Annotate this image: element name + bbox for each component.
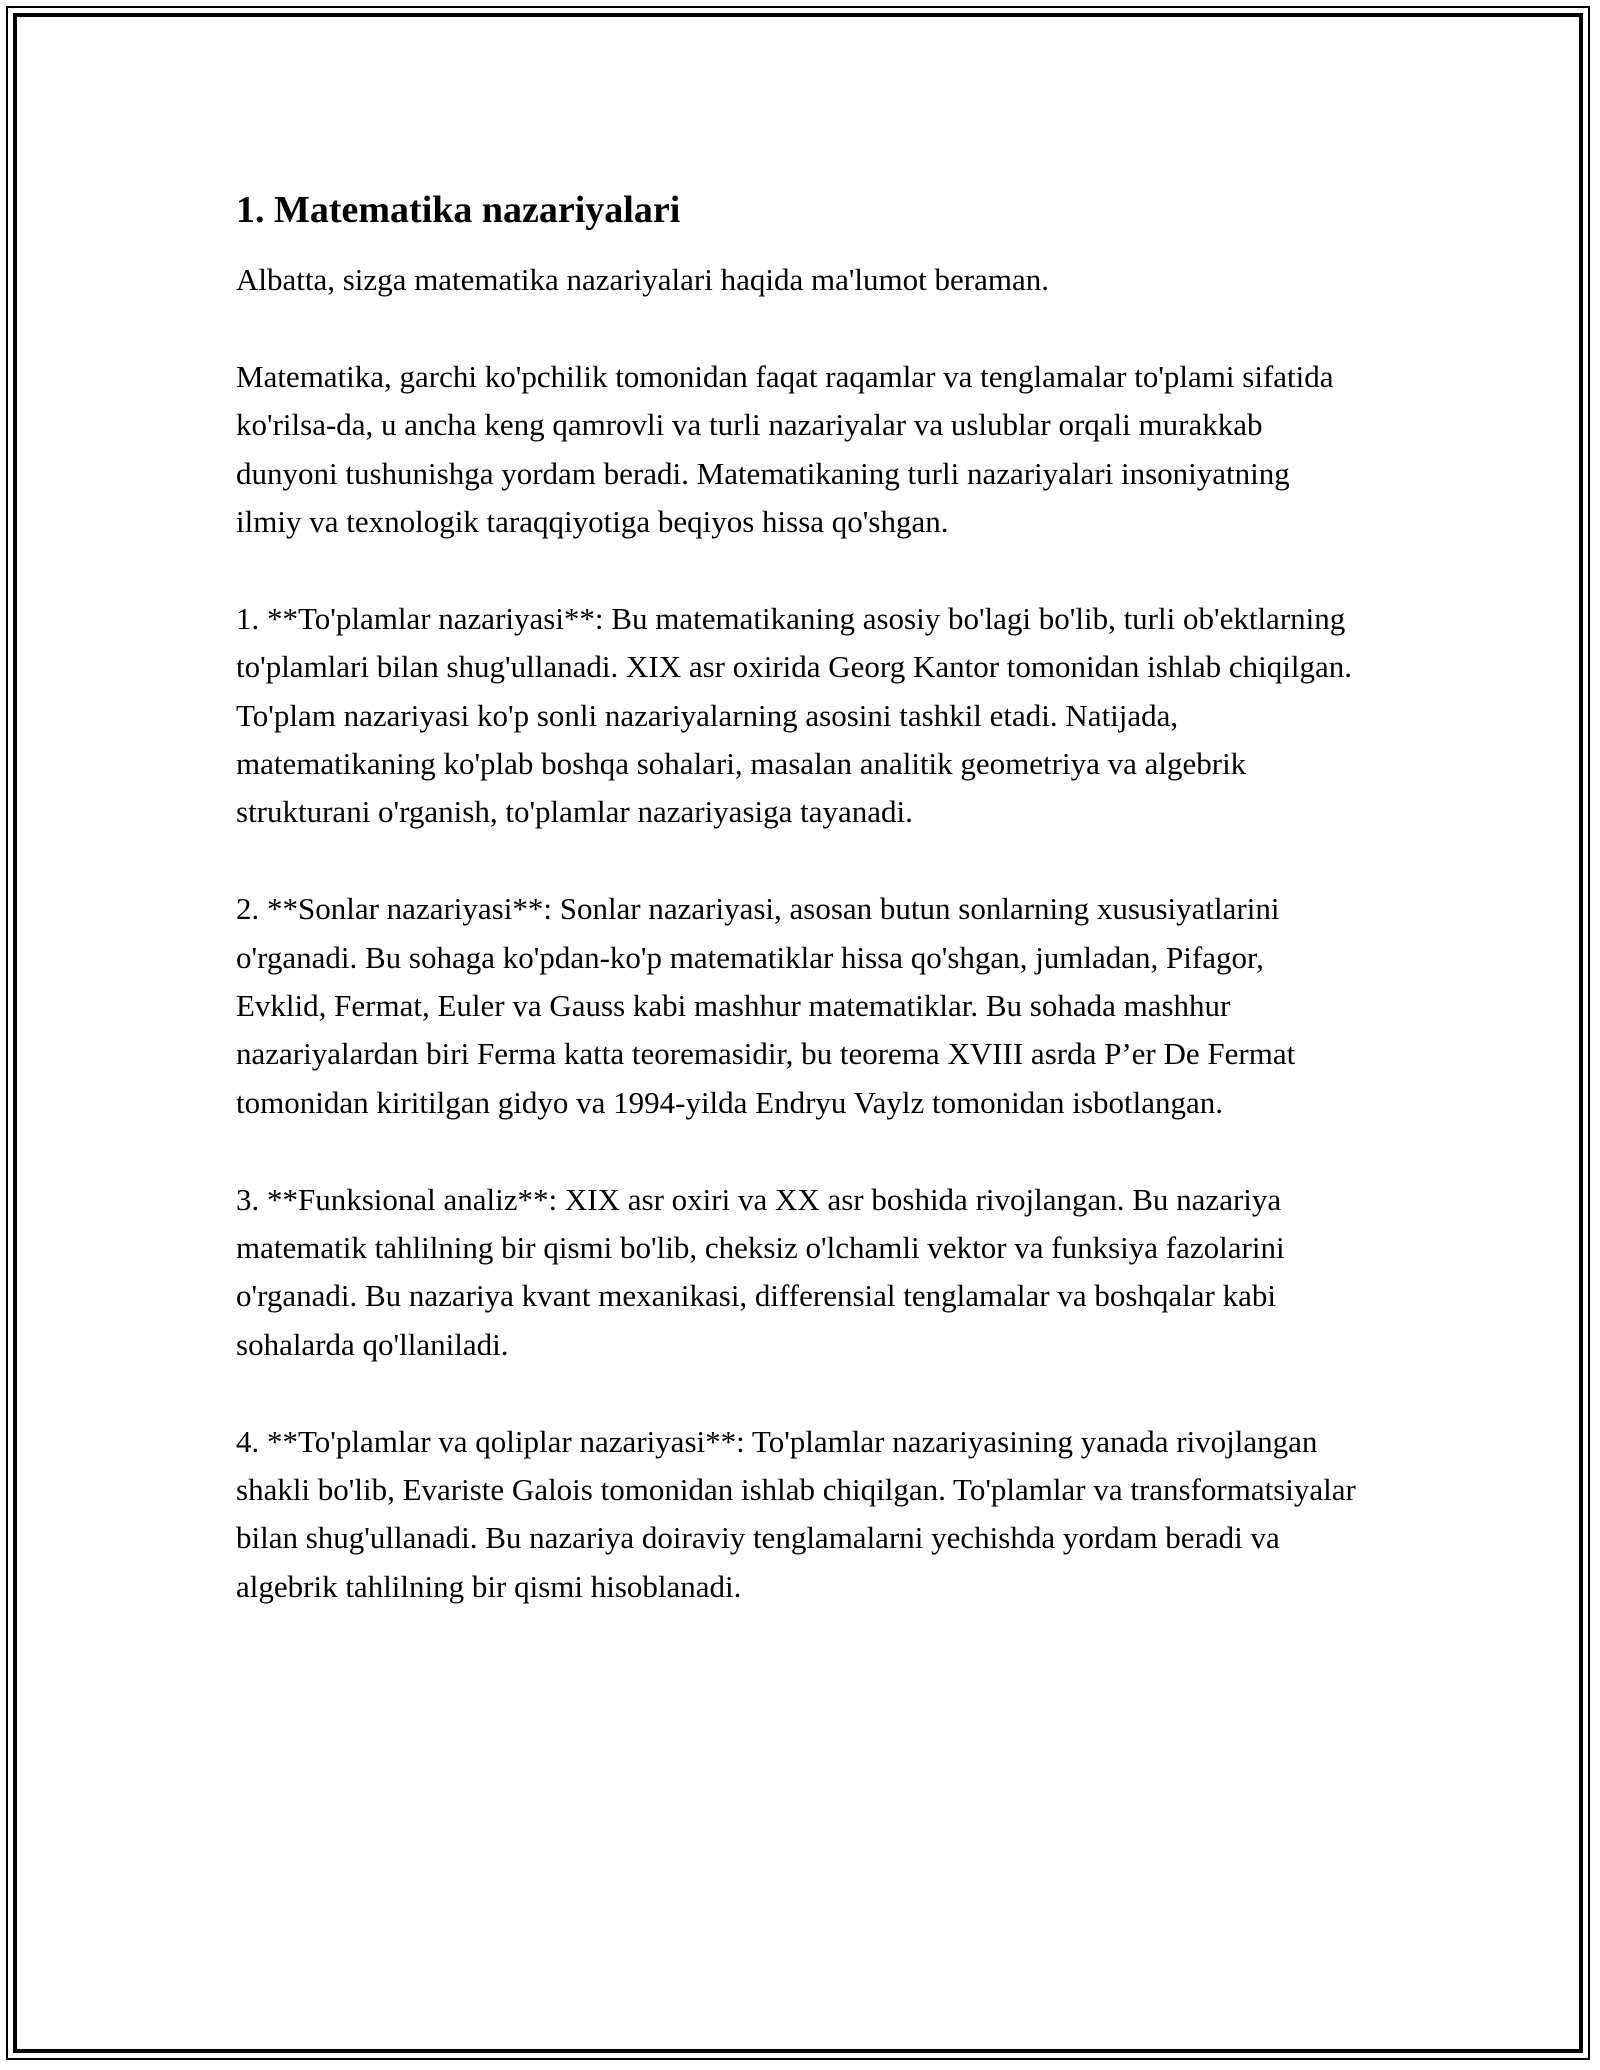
galois-theory-paragraph: 4. **To'plamlar va qoliplar nazariyasi**: To'plamlar nazariyasining yanada rivojlangan shakli bo'lib, Evariste Galois tomonidan ishlab chiqilgan. To'plamlar va transformatsiyalar bilan shug'ullanadi. Bu nazariya doiraviy tenglamalarni yechishda yordam beradi va algebrik tahlilning bir qismi hisoblanadi. bbox=[236, 1423, 1356, 1604]
number-theory-paragraph: 2. **Sonlar nazariyasi**: Sonlar nazariyasi, asosan butun sonlarning xususiyatlarini o'rganadi. Bu sohaga ko'pdan-ko'p matematiklar hissa qo'shgan, jumladan, Pifagor, Evklid, Fermat, Euler va Gauss kabi mashhur matematiklar. Bu sohada mashhur nazariyalardan biri Ferma katta teoremasidir, bu teorema XVIII asrda P’er De Fermat tomonidan kiritilgan gidyo va 1994-yilda Endryu Vaylz tomonidan isbotlangan. bbox=[236, 891, 1296, 1120]
functional-analysis-paragraph: 3. **Funksional analiz**: XIX asr oxiri va XX asr boshida rivojlangan. Bu nazariya matematik tahlilning bir qismi bo'lib, cheksiz o'lchamli vektor va funksiya fazolarini o'rganadi. Bu nazariya kvant mexanikasi, differensial tenglamalar va boshqalar kabi sohalarda qo'llaniladi. bbox=[236, 1181, 1285, 1362]
overview-paragraph: Matematika, garchi ko'pchilik tomonidan faqat raqamlar va tenglamalar to'plami sifatida ko'rilsa-da, u ancha keng qamrovli va turli nazariyalar va uslublar orqali murakkab dunyoni tushunishga yordam beradi. Matematikaning turli nazariyalari insoniyatning ilmiy va texnologik taraqqiyotiga beqiyos hissa qo'shgan. bbox=[236, 358, 1334, 540]
document-body bbox=[236, 186, 1360, 1660]
set-theory-paragraph: 1. **To'plamlar nazariyasi**: Bu matematikaning asosiy bo'lagi bo'lib, turli ob'ektlarning to'plamlari bilan shug'ullanadi. XIX asr oxirida Georg Kantor tomonidan ishlab chiqilgan. To'plam nazariyasi ko'p sonli nazariyalarning asosini tashkil etadi. Natijada, matematikaning ko'plab boshqa sohalari, masalan analitik geometriya va algebrik strukturani o'rganish, to'plamlar nazariyasiga tayanadi. bbox=[236, 600, 1353, 830]
intro-paragraph: Albatta, sizga matematika nazariyalari haqida ma'lumot beraman. bbox=[236, 262, 1049, 297]
document-title: 1. Matematika nazariyalari bbox=[236, 189, 681, 231]
